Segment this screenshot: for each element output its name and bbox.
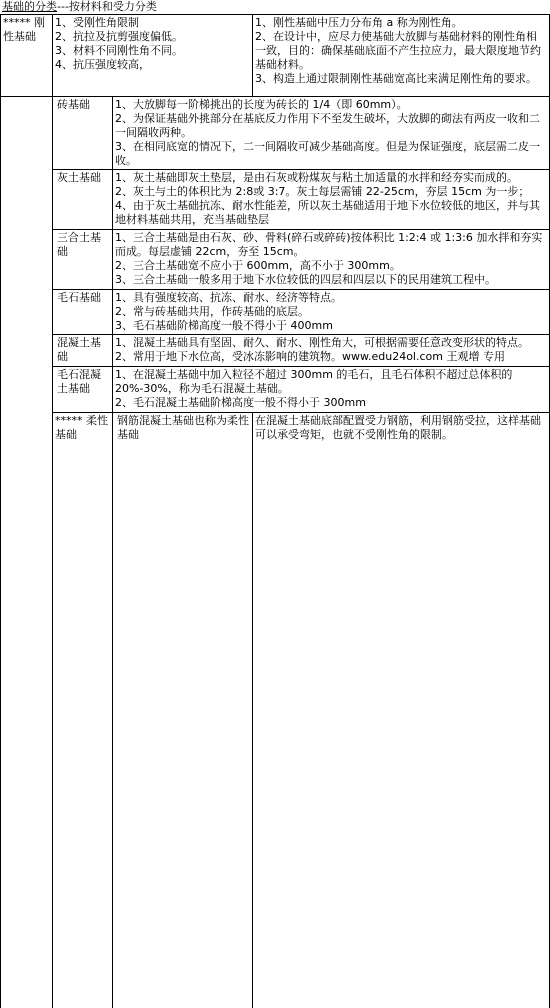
list-item: 1、刚性基础中压力分布角 a 称为刚性角。 [255, 16, 547, 30]
concrete-desc-cell [113, 335, 550, 367]
list-item: 3、在相同底宽的情况下，二一间隔收可减少基础高度。但是为保证强度，底层需二皮一收。 [115, 140, 547, 168]
list-item: 1、具有强度较高、抗冻、耐水、经济等特点。 [115, 291, 547, 305]
caption-rest: ---按材料和受力分类 [57, 0, 157, 13]
lime-soil-desc-cell [113, 170, 550, 230]
foundation-classification-table [0, 14, 550, 1008]
list-item: 3、材料不同刚性角不同。 [55, 44, 250, 58]
table-row [1, 15, 550, 97]
document-caption [0, 0, 157, 14]
table-row [1, 413, 550, 1008]
list-item: 3、三合土基础一般多用于地下水位较低的四层和四层以下的民用建筑工程中。 [115, 273, 547, 287]
category-rigid-continued [1, 97, 53, 1008]
table-row [1, 367, 550, 413]
rubble-desc-cell [113, 290, 550, 335]
type-triple-mix: 三合土基础 [53, 230, 113, 290]
list-item: 2、三合土基础宽不应小于 600mm，高不小于 300mm。 [115, 259, 547, 273]
list-item: 3、毛石基础阶梯高度一般不得小于 400mm [115, 319, 547, 333]
table-row [1, 335, 550, 367]
list-item: 2、在设计中，应尽力使基础大放脚与基础材料的刚性角相一致，目的：确保基础底面不产生拉应力，最大限度地节约基础材料。 [255, 30, 547, 72]
list-item: 2、抗拉及抗剪强度偏低。 [55, 30, 250, 44]
list-item: 4、抗压强度较高， [55, 58, 250, 72]
list-item: 1、三合土基础是由石灰、砂、骨料(碎石或碎砖)按体积比 1:2:4 或 1:3:6 加水拌和夯实而成。每层虚铺 22cm，夯至 15cm。 [115, 231, 547, 259]
table-row [1, 97, 550, 170]
list-item: 1、灰土基础即灰土垫层，是由石灰或粉煤灰与粘土加适量的水拌和经夯实而成的。 [115, 171, 547, 185]
brick-desc-cell [113, 97, 550, 170]
type-rubble: 毛石基础 [53, 290, 113, 335]
list-item: 2、为保证基础外挑部分在基底反力作用下不至发生破坏，大放脚的砌法有两皮一收和二一间隔收两种。 [115, 112, 547, 140]
category-flexible: ***** 柔性基础 [53, 413, 113, 1008]
table-row [1, 170, 550, 230]
category-rigid: ***** 刚性基础 [1, 15, 53, 97]
list-item: 3、构造上通过限制刚性基础宽高比来满足刚性角的要求。 [255, 72, 547, 86]
caption-prefix: 基础的分类 [2, 0, 57, 13]
rubble-concrete-desc-cell [113, 367, 550, 413]
list-item: 1、受刚性角限制 [55, 16, 250, 30]
list-item: 2、常用于地下水位高，受冰冻影响的建筑物。www.edu24ol.com 王观增 专用 [115, 350, 547, 364]
list-item: 2、毛石混凝土基础阶梯高度一般不得小于 300mm [115, 396, 547, 410]
list-item: 4、由于灰土基础抗冻、耐水性能差，所以灰土基础适用于地下水位较低的地区，并与其地材料基础共用，充当基础垫层 [115, 199, 547, 227]
rigid-features-cell [53, 15, 253, 97]
list-item: 1、在混凝土基础中加入粒径不超过 300mm 的毛石，且毛石体积不超过总体积的 20%-30%，称为毛石混凝土基础。 [115, 368, 547, 396]
table-row [1, 290, 550, 335]
rigid-notes-cell [253, 15, 550, 97]
list-item: 2、灰土与土的体积比为 2:8或 3:7。灰土每层需铺 22-25cm，夯层 15cm 为一步； [115, 185, 547, 199]
table-row [1, 230, 550, 290]
type-brick: 砖基础 [53, 97, 113, 170]
flexible-features-cell [253, 413, 550, 1008]
type-rubble-concrete: 毛石混凝土基础 [53, 367, 113, 413]
list-item: 2、常与砖基础共用，作砖基础的底层。 [115, 305, 547, 319]
triple-mix-desc-cell [113, 230, 550, 290]
type-reinforced-concrete: 钢筋混凝土基础也称为柔性基础 [113, 413, 253, 1008]
type-concrete: 混凝土基础 [53, 335, 113, 367]
type-lime-soil: 灰土基础 [53, 170, 113, 230]
list-item: 1、混凝土基础具有坚固、耐久、耐水、刚性角大，可根据需要任意改变形状的特点。 [115, 336, 547, 350]
list-item: 1、大放脚每一阶梯挑出的长度为砖长的 1/4（即 60mm）。 [115, 98, 547, 112]
list-item: 在混凝土基础底部配置受力钢筋，利用钢筋受拉，这样基础可以承受弯矩，也就不受刚性角的限制。 [255, 414, 547, 442]
